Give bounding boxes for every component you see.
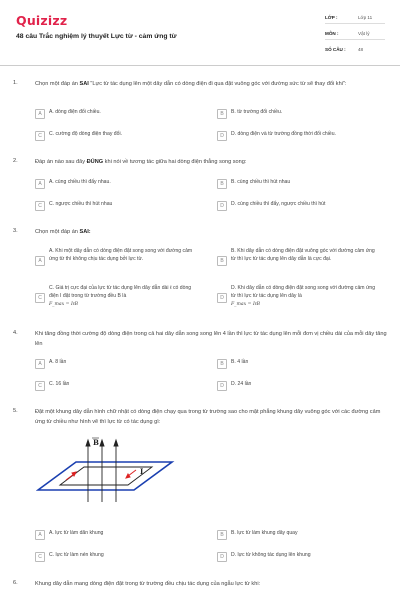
option-letter: D: [217, 131, 227, 141]
option-letter: A: [35, 179, 45, 189]
question-text: Đặt một khung dây dẫn hình chữ nhật có dòng điện chạy qua trong từ trường sao cho mặt phẳng khung dây vuông góc với các đường cảm ứng từ chiều như hình vẽ thì lực từ có tác dụng gì:: [35, 409, 381, 425]
question-number: 2.: [13, 158, 18, 164]
option-4b[interactable]: [217, 358, 387, 371]
meta-label: SỐ CÂU :: [325, 47, 346, 52]
option-text: C. lực từ làm nén khung: [49, 552, 104, 558]
question-number: 3.: [13, 228, 18, 234]
worksheet-header: [0, 0, 400, 66]
option-1b[interactable]: [217, 108, 387, 121]
option-letter: C: [35, 131, 45, 141]
option-text: B. 4 lần: [231, 359, 249, 365]
question-number: 4.: [13, 330, 18, 336]
option-text: D. 24 lần: [231, 381, 252, 387]
formula: F_max = IℓB: [231, 302, 261, 308]
option-text: B. từ trường đổi chiều.: [231, 109, 283, 115]
option-text: A. 8 lần: [49, 359, 67, 365]
option-text: B. cùng chiều thì hút nhau: [231, 179, 291, 185]
option-4c[interactable]: [35, 380, 205, 393]
option-1d[interactable]: [217, 130, 387, 143]
magnetic-field-frame-figure: [36, 436, 176, 506]
meta-value: Vật lý: [358, 31, 370, 36]
option-5a[interactable]: [35, 529, 205, 542]
option-letter: A: [35, 256, 45, 266]
option-5b[interactable]: [217, 529, 387, 542]
option-text: C. 16 lần: [49, 381, 70, 387]
plane-outline: [38, 462, 172, 490]
option-5c[interactable]: [35, 551, 205, 564]
option-4d[interactable]: [217, 380, 387, 393]
option-text: C. cường độ dòng điện thay đổi.: [49, 131, 123, 137]
option-text: C. ngược chiều thì hút nhau: [49, 201, 113, 207]
option-letter: B: [217, 359, 227, 369]
option-letter: C: [35, 552, 45, 562]
option-text: D. lực từ không tác dụng lên khung: [231, 552, 311, 558]
option-2c[interactable]: [35, 200, 205, 213]
option-1c[interactable]: [35, 130, 205, 143]
option-text: B. lực từ làm khung dây quay: [231, 530, 298, 536]
option-text: B. Khi dây dẫn có dòng điện đặt vuông góc với đường cảm ứng từ thì lực từ tác dụng lên dây dẫn là cực đại.: [231, 248, 375, 263]
quizizz-logo: Quizizz: [16, 13, 68, 28]
option-letter: A: [35, 359, 45, 369]
meta-label: MÔN :: [325, 31, 339, 36]
option-3b[interactable]: [217, 247, 387, 277]
meta-value: 48: [358, 47, 364, 52]
option-text: D. cùng chiều thì đẩy, ngược chiều thì hút: [231, 201, 326, 207]
option-letter: B: [217, 179, 227, 189]
option-2b[interactable]: [217, 178, 387, 191]
current-arrows: [66, 470, 136, 480]
option-letter: B: [217, 109, 227, 119]
question-text: Đáp án nào sau đây ĐÚNG khi nói về tương tác giữa hai dòng điện thẳng song song:: [35, 159, 247, 165]
option-text: A. Khi một dây dẫn có dòng điện đặt song song với đường cảm ứng từ thì không chịu tác dụng bởi lực từ.: [49, 248, 193, 263]
formula: F_max = IℓB: [49, 302, 79, 308]
option-5d[interactable]: [217, 551, 387, 564]
current-label: I: [140, 467, 144, 476]
option-text: D. dòng điện và từ trường đồng thời đổi chiều.: [231, 131, 336, 137]
option-letter: C: [35, 201, 45, 211]
meta-label: LỚP :: [325, 15, 338, 20]
question-number: 6.: [13, 580, 18, 586]
question-text: Khung dây dẫn mang dòng điện đặt trong từ trường đều chịu tác dụng của ngẫu lực từ khi:: [35, 581, 261, 587]
option-letter: A: [35, 530, 45, 540]
option-letter: D: [217, 381, 227, 391]
option-letter: B: [217, 256, 227, 266]
option-text: A. lực từ làm dãn khung: [49, 530, 104, 536]
option-letter: A: [35, 109, 45, 119]
option-letter: C: [35, 381, 45, 391]
option-text: A. cùng chiều thì đẩy nhau.: [49, 179, 111, 185]
option-2d[interactable]: [217, 200, 387, 213]
option-text: D. Khi dây dẫn có dòng điện đặt song song với đường cảm ứng từ thì lực từ tác dụng lên dây là F_max = IℓB: [231, 285, 376, 308]
option-3c[interactable]: [35, 284, 205, 316]
question-text: Chọn một đáp án SAI:: [35, 229, 91, 235]
option-letter: D: [217, 552, 227, 562]
field-label: B: [93, 438, 99, 447]
option-2a[interactable]: [35, 178, 205, 191]
question-text: Khi tăng đồng thời cường độ dòng điện trong cả hai dây dẫn song song lên 4 lần thì lực từ tác dụng lên mỗi đơn vị chiều dài của mỗi dây tăng lên: [35, 331, 387, 347]
question-number: 1.: [13, 80, 18, 86]
option-text: C. Giá trị cực đại của lực từ tác dụng lên dây dẫn dài ℓ có dòng điện I đặt trong từ trường đều B là F_max = IℓB: [49, 285, 192, 308]
option-3a[interactable]: [35, 247, 205, 277]
question-number: 5.: [13, 408, 18, 414]
option-3d[interactable]: [217, 284, 387, 316]
option-letter: D: [217, 293, 227, 303]
option-1a[interactable]: [35, 108, 205, 121]
option-letter: C: [35, 293, 45, 303]
field-lines: [86, 440, 118, 502]
question-text: Chọn một đáp án SAI "Lực từ tác dụng lên một dây dẫn có dòng điện đi qua đặt vuông góc với đường sức từ sẽ thay đổi khi":: [35, 81, 347, 87]
option-letter: B: [217, 530, 227, 540]
option-text: A. dòng điện đổi chiều.: [49, 109, 101, 115]
meta-value: Lớp 11: [358, 15, 373, 20]
option-letter: D: [217, 201, 227, 211]
option-4a[interactable]: [35, 358, 205, 371]
worksheet-title: 48 câu Trắc nghiệm lý thuyết Lực từ - cảm ứng từ: [16, 33, 177, 40]
